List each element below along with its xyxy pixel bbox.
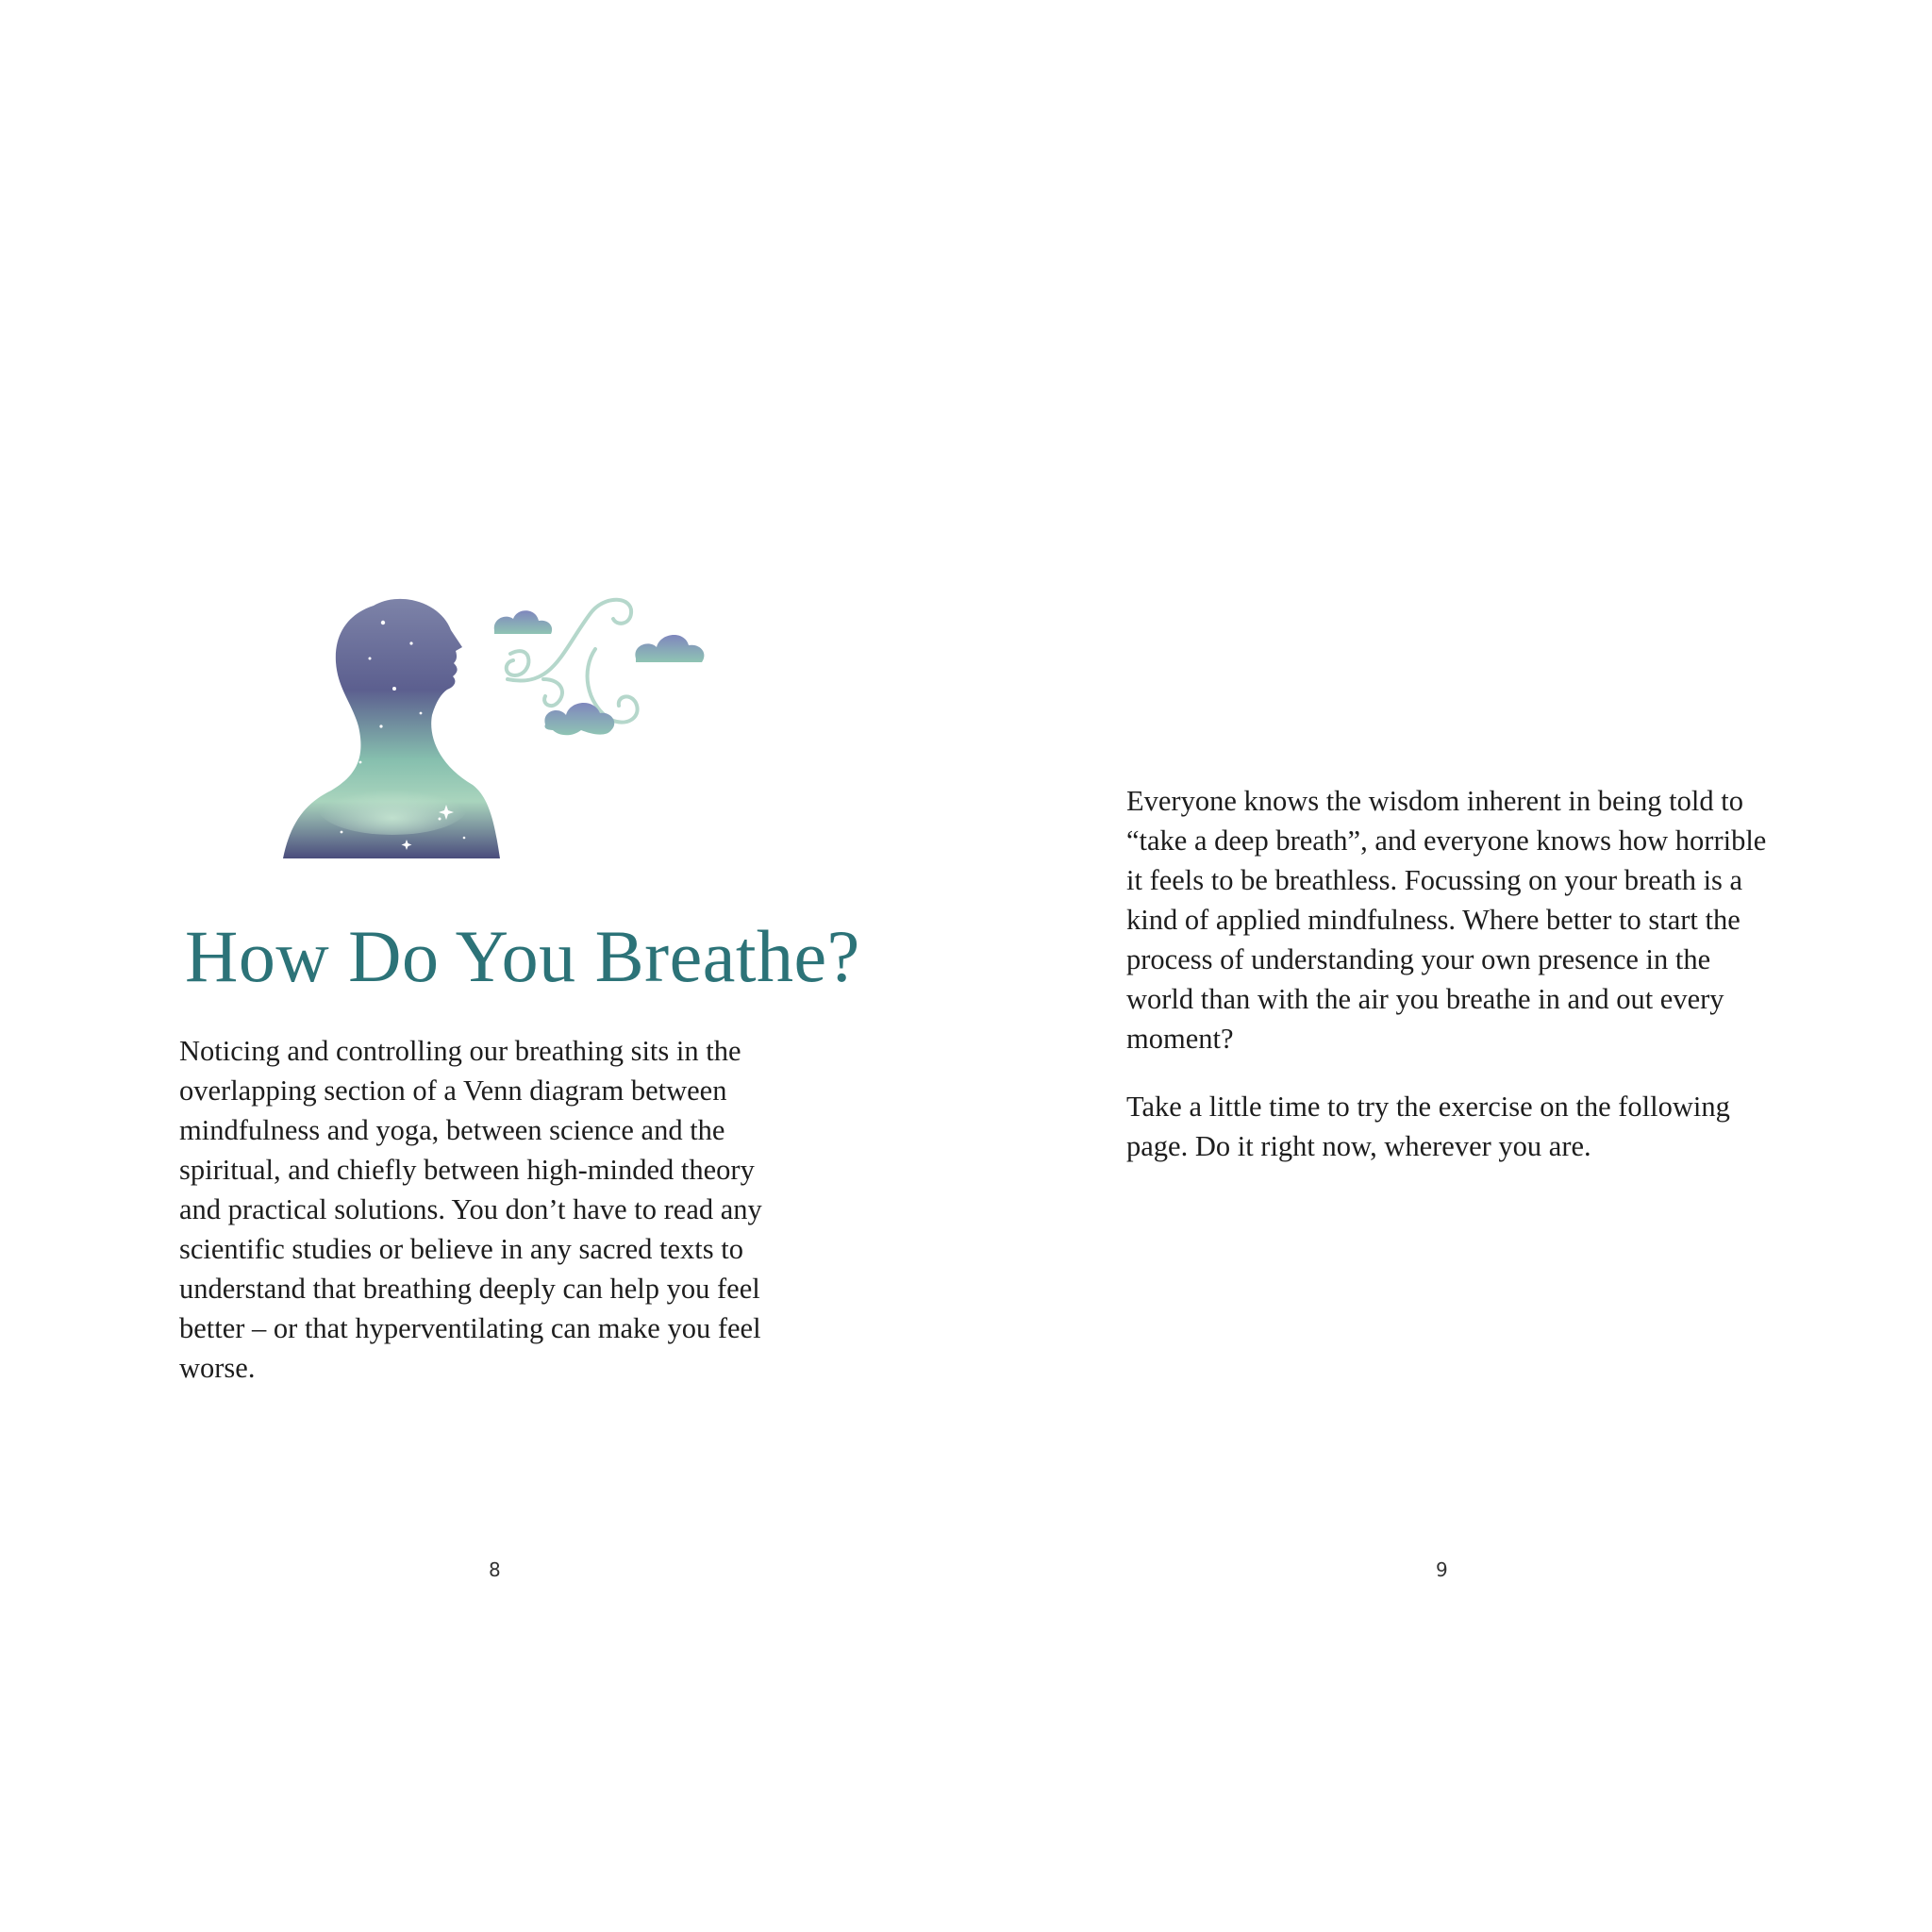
breathing-head-illustration <box>279 585 713 868</box>
page-number-right: 9 <box>1436 1558 1448 1581</box>
chapter-title: How Do You Breathe? <box>185 915 860 997</box>
right-body-paragraph-2: Take a little time to try the exercise on the following page. Do it right now, wherever you are. <box>1126 1091 1730 1162</box>
page-number-left: 8 <box>489 1558 501 1581</box>
head-silhouette-icon <box>283 599 500 858</box>
clouds-icon <box>494 610 705 735</box>
left-body-paragraph: Noticing and controlling our breathing sits in the overlapping section of a Venn diagram between mindfulness and yoga, between science and the spiritual, and chiefly between high-minded theory and practical solutions. You don’t have to read any scientific studies or believe in any sacred texts to understand that breathing deeply can help you feel better – or that hyperventilating can make you feel worse. <box>179 1035 762 1384</box>
right-body-paragraph-1: Everyone knows the wisdom inherent in being told to “take a deep breath”, and everyone knows how horrible it feels to be breathless. Focussing on your breath is a kind of applied mindfulness. Where better to start the process of understanding your own presence in the world than with the air you breathe in and out every moment? <box>1126 785 1767 1055</box>
